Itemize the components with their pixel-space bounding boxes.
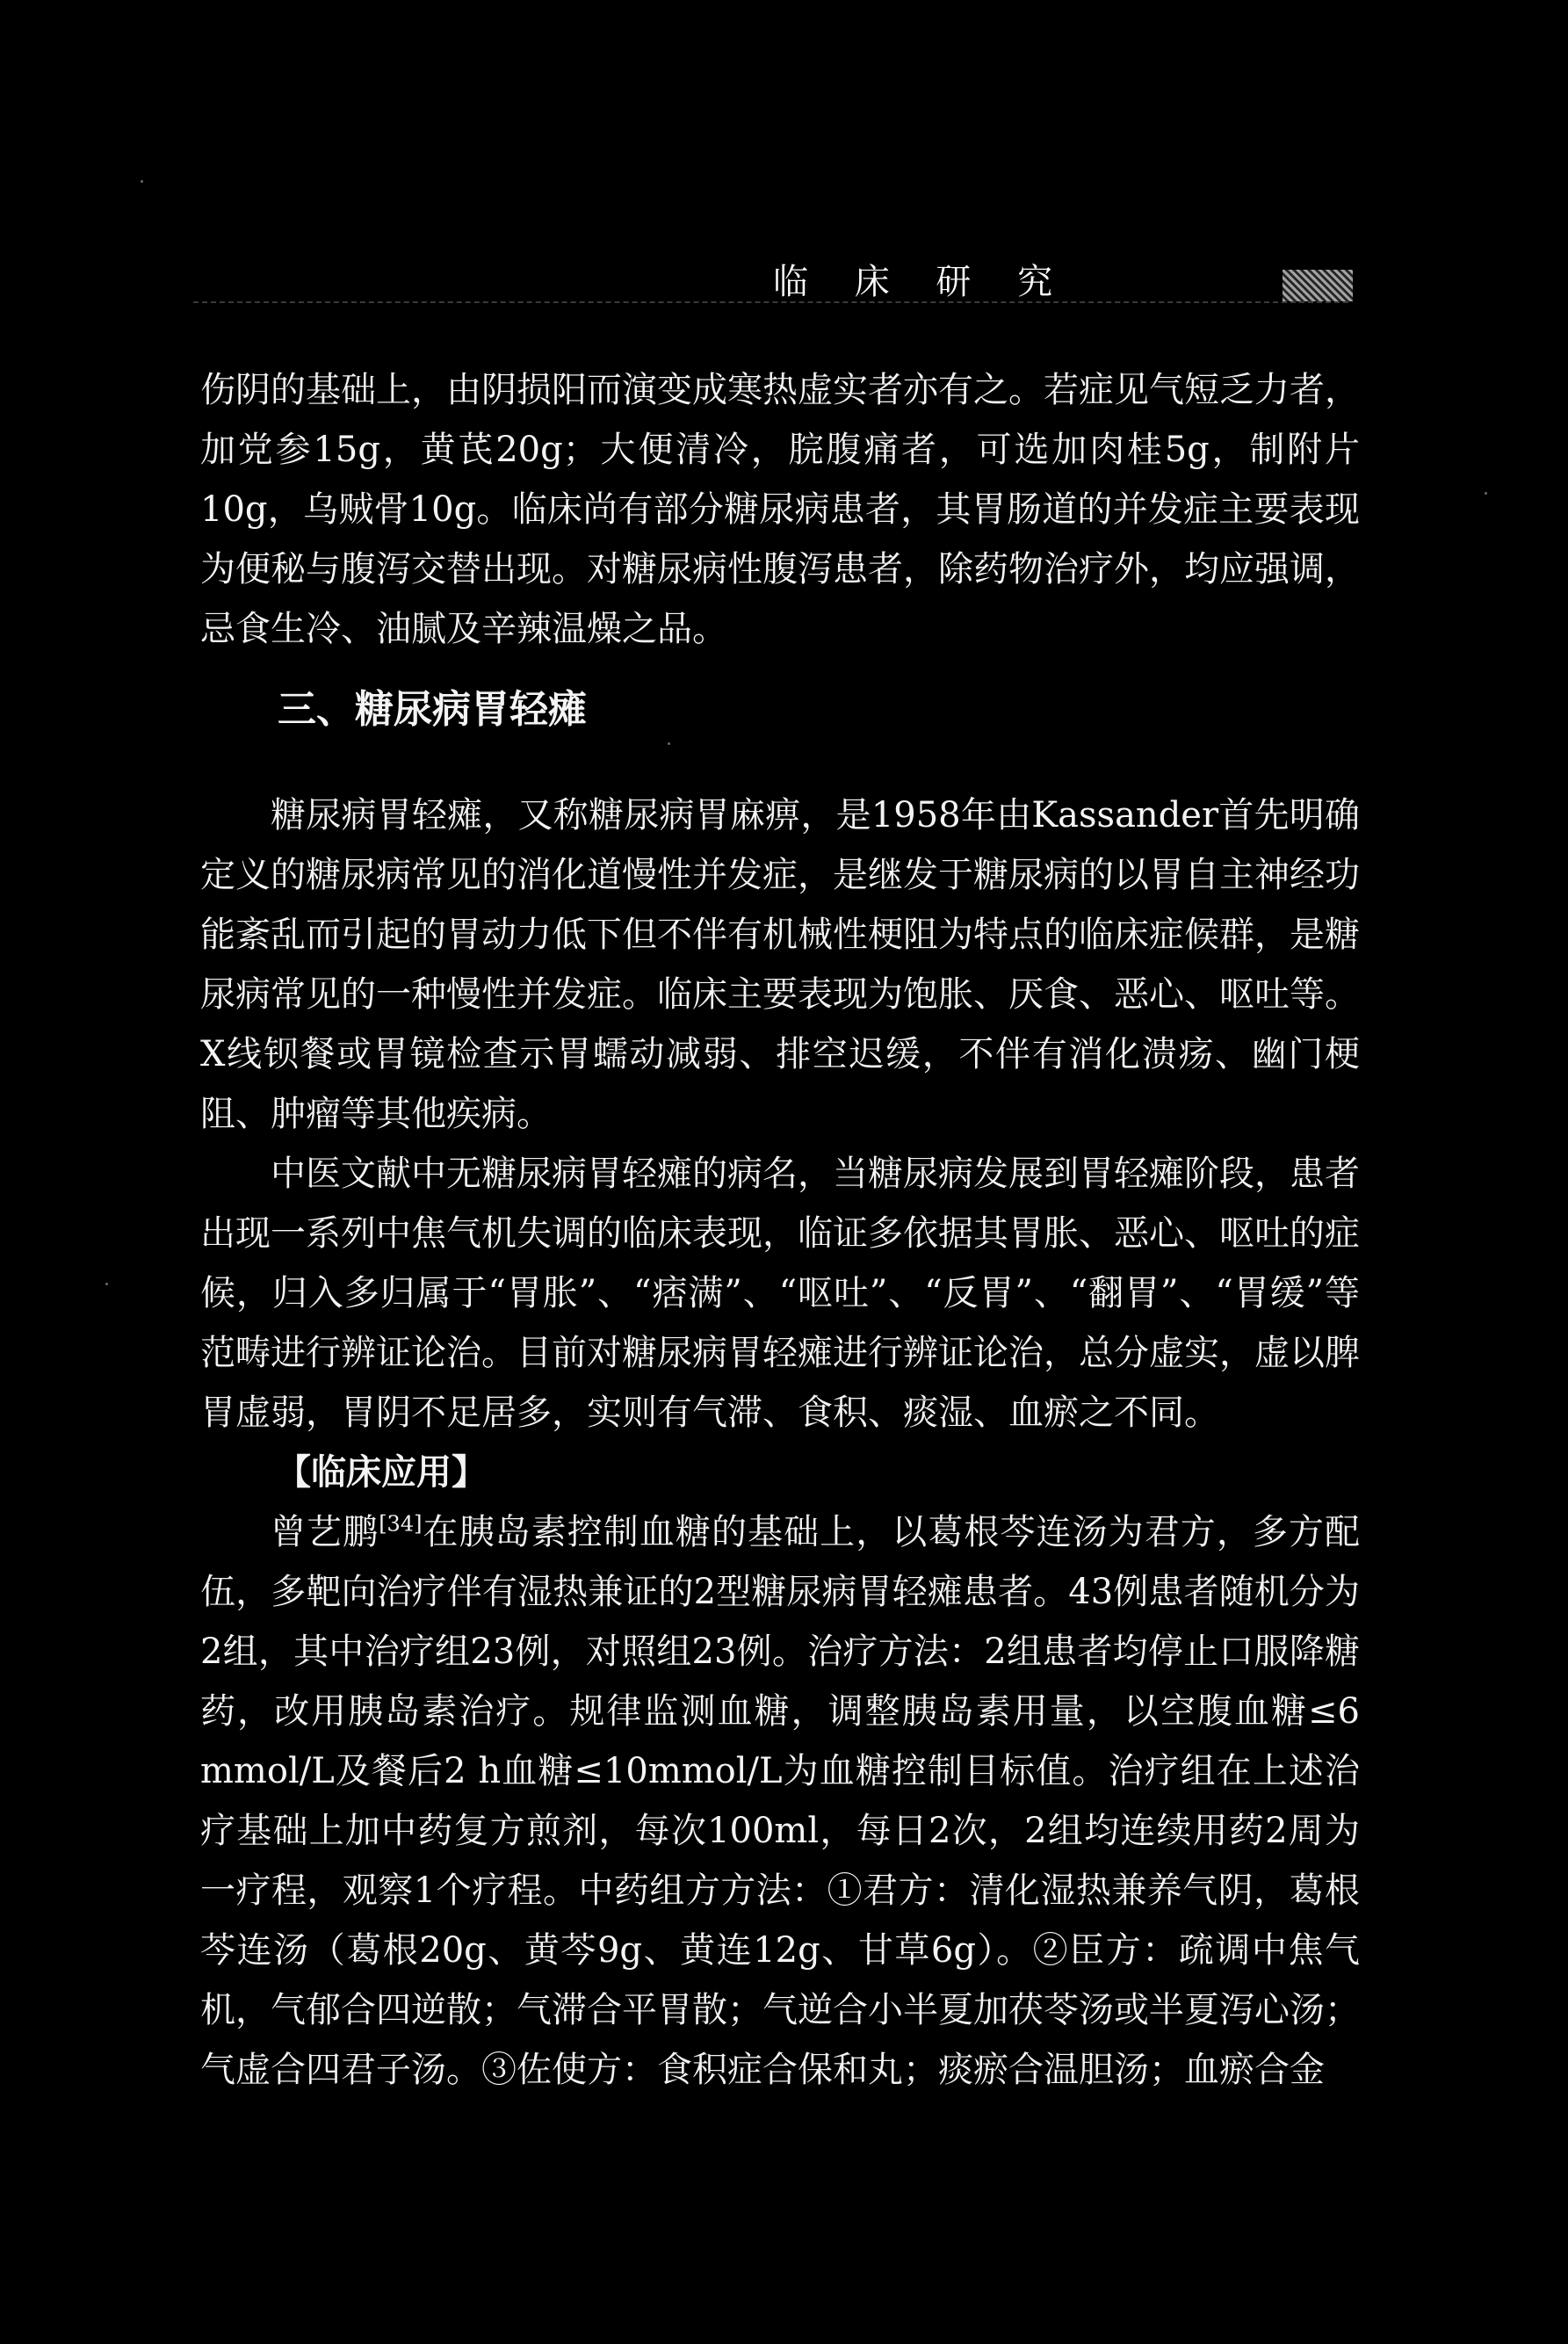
paragraph-application — [200, 1502, 1360, 2100]
subheading-clinical-application: 【临床应用】 — [276, 1452, 487, 1493]
header-title: 临 床 研 究 — [773, 262, 1071, 302]
body-text — [200, 360, 1360, 2100]
paragraph-tcm: 中医文献中无糖尿病胃轻瘫的病名，当糖尿病发展到胃轻瘫阶段，患者出现一系列中焦气机失调的临床表现，临证多依据其胃胀、恶心、呕吐的症候，归入多归属于“胃胀”、“痞满”、“呕吐”、“反胃”、“翻胃”、“胃缓”等范畴进行辨证论治。目前对糖尿病胃轻瘫进行辨证论治，总分虚实，虚以脾胃虚弱，胃阴不足居多，实则有气滞、食积、痰湿、血瘀之不同。 — [200, 1154, 1360, 1433]
application-author: 曾艺鹏 — [271, 1512, 379, 1552]
scan-speck — [668, 742, 670, 745]
running-header — [193, 250, 1353, 312]
page-number-mark — [1283, 270, 1353, 301]
section-heading: 三、糖尿病胃轻瘫 — [278, 687, 587, 732]
scan-speck — [1485, 492, 1487, 495]
application-text: 在胰岛素控制血糖的基础上，以葛根芩连汤为君方，多方配伍，多靶向治疗伴有湿热兼证的2型糖尿病胃轻瘫患者。43例患者随机分为2组，其中治疗组23例，对照组23例。治疗方法：2组患者均停止口服降糖药，改用胰岛素治疗。规律监测血糖，调整胰岛素用量，以空腹血糖≤6 mmol/L及餐后2 h血糖≤10mmol/L为血糖控制目标值。治疗组在上述治疗基础上加中药复方煎剂，每次100ml，每日2次，2组均连续用药2周为一疗程，观察1个疗程。中药组方方法：①君方：清化湿热兼养气阴，葛根芩连汤（葛根20g、黄芩9g、黄连12g、甘草6g）。②臣方：疏调中焦气机，气郁合四逆散；气滞合平胃散；气逆合小半夏加茯苓汤或半夏泻心汤；气虚合四君子汤。③佐使方：食积症合保和丸；痰瘀合温胆汤；血瘀合金 — [200, 1512, 1361, 2090]
paragraph-continuation: 伤阴的基础上，由阴损阳而演变成寒热虚实者亦有之。若症见气短乏力者，加党参15g，黄芪20g；大便清冷，脘腹痛者，可选加肉桂5g，制附片10g，乌贼骨10g。临床尚有部分糖尿病患者，其胃肠道的并发症主要表现为便秘与腹泻交替出现。对糖尿病性腹泻患者，除药物治疗外，均应强调，忌食生冷、油腻及辛辣温燥之品。 — [200, 370, 1360, 649]
scan-speck — [105, 1283, 108, 1285]
header-rule — [193, 301, 1348, 303]
paragraph-definition: 糖尿病胃轻瘫，又称糖尿病胃麻痹，是1958年由Kassander首先明确定义的糖尿病常见的消化道慢性并发症，是继发于糖尿病的以胃自主神经功能紊乱而引起的胃动力低下但不伴有机械性梗阻为特点的临床症候群，是糖尿病常见的一种慢性并发症。临床主要表现为饱胀、厌食、恶心、呕吐等。X线钡餐或胃镜检查示胃蠕动减弱、排空迟缓，不伴有消化溃疡、幽门梗阻、肿瘤等其他疾病。 — [200, 795, 1360, 1134]
citation-ref: [34] — [379, 1511, 423, 1537]
scan-speck — [141, 180, 143, 183]
